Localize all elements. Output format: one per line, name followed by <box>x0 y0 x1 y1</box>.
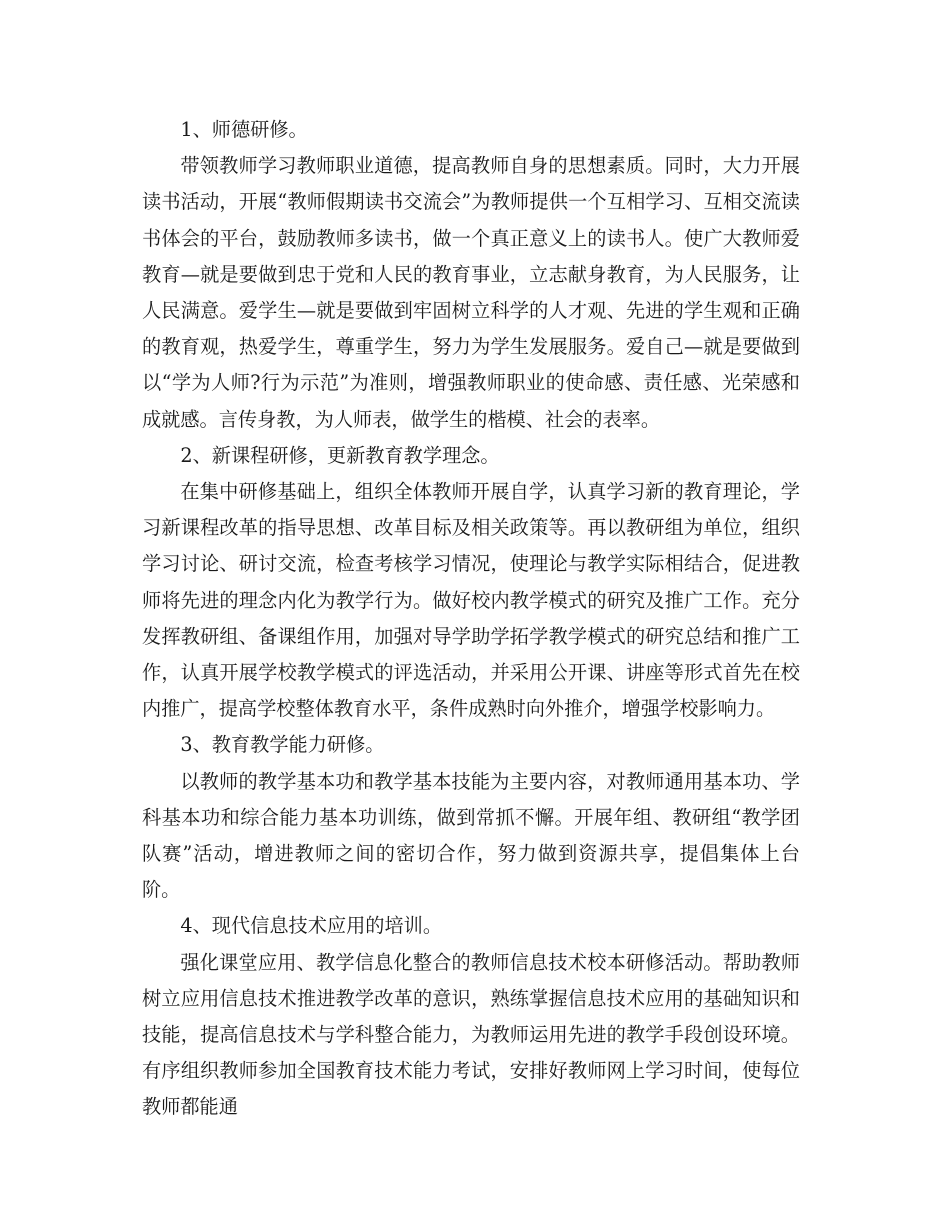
section-heading-curriculum: 2、新课程研修，更新教育教学理念。 <box>180 443 500 467</box>
paragraph-it-training: 强化课堂应用、教学信息化整合的教师信息技术校本研修活动。帮助教师树立应用信息技术推进教学改革的意识，熟练掌握信息技术应用的基础知识和技能，提高信息技术与学科整合能力，为教师运用先进的教学手段创设环境。有序组织教师参加全国教育技术能力考试，安排好教师网上学习时间，使每位教师都能通 <box>142 950 800 1119</box>
section-heading-ethics: 1、师德研修。 <box>180 118 308 141</box>
section-heading-it-training: 4、现代信息技术应用的培训。 <box>180 914 443 938</box>
paragraph-teaching-ability: 以教师的教学基本功和教学基本技能为主要内容，对教师通用基本功、学科基本功和综合能力基本功训练，做到常抓不懈。开展年组、教研组“教学团队赛”活动，增进教师之间的密切合作，努力做到资源共享，提倡集体上台阶。 <box>142 769 800 902</box>
section-heading-teaching-ability: 3、教育教学能力研修。 <box>180 733 385 757</box>
paragraph-ethics: 带领教师学习教师职业道德，提高教师自身的思想素质。同时，大力开展读书活动，开展“教师假期读书交流会”为教师提供一个互相学习、互相交流读书体会的平台，鼓励教师多读书，做一个真正意义上的读书人。使广大教师爱教育—就是要做到忠于党和人民的教育事业，立志献身教育，为人民服务，让人民满意。爱学生—就是要做到牢固树立科学的人才观、先进的学生观和正确的教育观，热爱学生，尊重学生，努力为学生发展服务。爱自己—就是要做到以“学为人师?行为示范”为准则，增强教师职业的使命感、责任感、光荣感和成就感。言传身教，为人师表，做学生的楷模、社会的表率。 <box>142 154 800 431</box>
paragraph-curriculum: 在集中研修基础上，组织全体教师开展自学，认真学习新的教育理论，学习新课程改革的指导思想、改革目标及相关政策等。再以教研组为单位，组织学习讨论、研讨交流，检查考核学习情况，使理论与教学实际相结合，促进教师将先进的理念内化为教学行为。做好校内教学模式的研究及推广工作。充分发挥教研组、备课组作用，加强对导学助学拓学教学模式的研究总结和推广工作，认真开展学校教学模式的评选活动，并采用公开课、讲座等形式首先在校内推广，提高学校整体教育水平，条件成熟时向外推介，增强学校影响力。 <box>142 480 800 721</box>
document-body <box>142 112 800 1126</box>
